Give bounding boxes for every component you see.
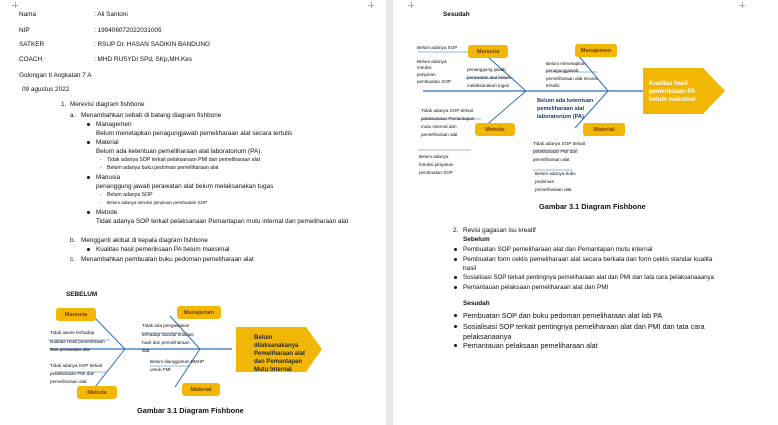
subsection-label: Sesudah [463, 300, 490, 307]
category-material-box: Material [182, 383, 220, 396]
list-item: Revisi gagasan isu kreatif [463, 227, 536, 234]
info-value: : RSUP Dr. HASAN SADIKIN BANDUNG [94, 41, 211, 48]
cause-text: Tidak adanya SOP terkait [533, 141, 586, 146]
cause-text: Tidak adanya SOP terkait [50, 363, 103, 368]
list-letter: c. [70, 256, 75, 263]
golongan-text: Golongan II Angkatan 7 A [19, 72, 92, 79]
list-item: Mengganti akibat di kepala diagram fishbone [81, 237, 208, 244]
info-value: : 199406072022031005 [94, 27, 162, 34]
cause-text: pelaksanaan PMI dan [533, 149, 578, 154]
cause-text: alat [142, 348, 150, 353]
cause-text: penagungjawab [546, 68, 579, 73]
info-value: : Ali Santoni [94, 11, 128, 18]
center-cause-text: pemeliharaan alat [537, 106, 585, 112]
list-item: Pemantauan pelaksaan pemeliharaan alat [463, 341, 598, 350]
sub-item-dash: - [100, 200, 102, 205]
cause-text: pedoman [535, 179, 555, 184]
cause-text: pembuatan SOP [419, 170, 453, 175]
cause-text: pemeliharaan alat [533, 157, 570, 162]
category-manusia-box: Manusia [468, 45, 508, 58]
list-item: hasil [463, 265, 477, 272]
figure-caption: Gambar 3.1 Diagram Fishbone [539, 202, 646, 211]
cause-text: pemeliharaan alat [421, 132, 458, 137]
figure-caption: Gambar 3.1 Diagram Fishbone [137, 406, 244, 415]
list-item: Pembuatan form ceklis pemeliharaan alat secara berkala dan form ceklis standar kualita [463, 256, 713, 263]
cause-text: pimpinan [417, 72, 436, 77]
info-label: COACH [19, 56, 43, 63]
category-heading: Managemen [96, 121, 132, 128]
cause-text: hasil dan pemeliharaan [142, 340, 190, 345]
sub-item: Belum adanya SOP [107, 192, 153, 198]
bullet [454, 286, 457, 289]
bullet [454, 276, 457, 279]
center-cause-text: Belum ada ketentuan [537, 98, 594, 104]
cause-text: terhadap standar kualitas [142, 332, 194, 337]
category-text: Belum ada ketentuan pemeliharaan alat laboratorium (PA). [96, 148, 263, 155]
sub-item-dash: - [100, 157, 102, 163]
category-material-box: Material [583, 123, 625, 136]
category-heading: Material [96, 139, 119, 146]
list-item: Merevisi diagram fishbone [70, 101, 145, 108]
list-number: 2. [453, 227, 459, 234]
cause-text: mutu internal dan [421, 124, 457, 129]
sub-item-dash: - [100, 165, 102, 171]
cause-text: Tidak adanya SOP terkait [421, 108, 474, 113]
fishbone-head-text: Kualitas hasil pemeriksaan PA belum maksimal [649, 81, 696, 104]
info-label: SATKER [19, 41, 45, 48]
cause-text: untuk PMI [150, 367, 171, 372]
category-text: penanggung jawab perawatan alat belum melaksanakan tugas [96, 183, 274, 190]
info-value: : MHD RUSYDI SPd, SKp,MH.Kes [94, 56, 193, 63]
bullet [454, 248, 457, 251]
sub-item-dash: - [100, 192, 102, 198]
cause-text: Belum dianggarkan BMHP [150, 359, 205, 364]
date-text: 09 agustus 2022 [22, 86, 70, 93]
list-letter: b. [70, 237, 76, 244]
sub-item: Tidak adanya SOP terkait pelaksanaan PMI dan pemeliharaan alat [107, 157, 261, 163]
cause-text: pemeliharaan alat [535, 187, 572, 192]
cause-text: pemeliharaan alat secara [546, 76, 598, 81]
info-label: NIP [19, 27, 30, 34]
cause-text: penanggung jawab [467, 67, 506, 72]
center-cause-text: laboratorium (PA). [537, 114, 586, 120]
cause-text: pembuatan SOP [417, 79, 451, 84]
section-heading: Sesudah [443, 11, 470, 18]
sub-item: Belum adanya buku pedoman pemeliharaan alat [107, 165, 219, 171]
sub-item: Kualitas hasil pemeriksaan PA belum maksimal [96, 246, 230, 253]
document-page-right [393, 0, 778, 425]
cause-text: Dan perawatan alat [50, 347, 90, 352]
subsection-label: Sebelum [463, 236, 490, 243]
list-item: Sosialisasi SOP terkait pentingnya pemeliharaan alat dan PMI dan tata cara pelaksanaaanya [463, 274, 714, 281]
bullet [454, 325, 457, 328]
list-item: Pembuatan SOP pemeliharaan alat dan Pemantapan mutu internal [463, 246, 653, 253]
cause-text: Tidak ada pengawasan [142, 323, 190, 328]
cause-text: Belum menetapkan [546, 61, 586, 66]
category-heading: Metode [96, 209, 118, 216]
category-manusia-box: Manusia [56, 308, 96, 321]
cause-text: tertulis [546, 83, 560, 88]
list-item: Sosialisasi SOP terkait pentingnya pemeliharaan alat dan PMI dan tata cara [463, 322, 705, 331]
category-text: Belum menetapkan penagungjawab pemeliharaan alat secara tertulis [96, 130, 293, 137]
fishbone-head-text: Belum dilaksanakanya Pemeliharaan alat dan Pemantapan Mutu Internal [254, 335, 306, 374]
list-item: Pemantauan pelaksaan pemeliharaan alat dan PMI [463, 284, 609, 291]
diagram-heading: SEBELUM [66, 291, 98, 298]
category-heading: Manusia [96, 174, 121, 181]
list-item: pelaksanaanya [463, 332, 512, 341]
cause-text: kualitas Hasil pemeriksaan [50, 339, 105, 344]
cause-text: Belum adanya buku [535, 171, 576, 176]
list-letter: a. [70, 112, 76, 119]
cause-text: Belum adanya [417, 59, 447, 64]
list-item: Pembuatan SOP dan buku pedoman pemeliharaan alat lab PA [463, 311, 663, 320]
bullet [454, 344, 457, 347]
fishbone-bone [175, 349, 200, 387]
category-manajemen-box: Manajemen [177, 306, 221, 319]
cause-text: perawatan alat belum [467, 75, 511, 80]
list-item: Menambahkan pembuatan buku pedoman pemeliharaan alat [81, 256, 254, 263]
bullet [454, 314, 457, 317]
cause-text: melaksanakan tugas [467, 83, 510, 88]
category-metode-box: Metode [475, 123, 515, 136]
cause-text: intruksi [417, 65, 432, 70]
category-manajemen-box: Manajemen [575, 44, 617, 57]
category-metode-box: Metode [77, 386, 117, 399]
cause-text: intruksi pimpinan [419, 162, 454, 167]
cause-text: Belum adanya SOP [417, 45, 458, 50]
cause-text: pemeliharaan alat [50, 379, 87, 384]
list-number: 1. [61, 101, 67, 108]
document-page-left [0, 0, 386, 425]
cause-text: pelaksanaan PMI dan [50, 371, 95, 376]
cause-text: Belum adanya [419, 154, 449, 159]
bullet [454, 258, 457, 261]
info-label: Nama [19, 11, 37, 18]
cause-text: Tidak aware terhadap [50, 330, 95, 335]
sub-item: Belum adanya intruksi pimpinan pembuatan SOP [107, 200, 208, 205]
list-item: Menambahkan sebab di batang diagram fishbone [81, 112, 222, 119]
category-text: Tidak adanya SOP terkait pelaksanaan Pemantapan mutu internal dan pemeliharaan alat [96, 218, 349, 225]
cause-text: pelaksanaan Pemantapan [421, 116, 475, 121]
